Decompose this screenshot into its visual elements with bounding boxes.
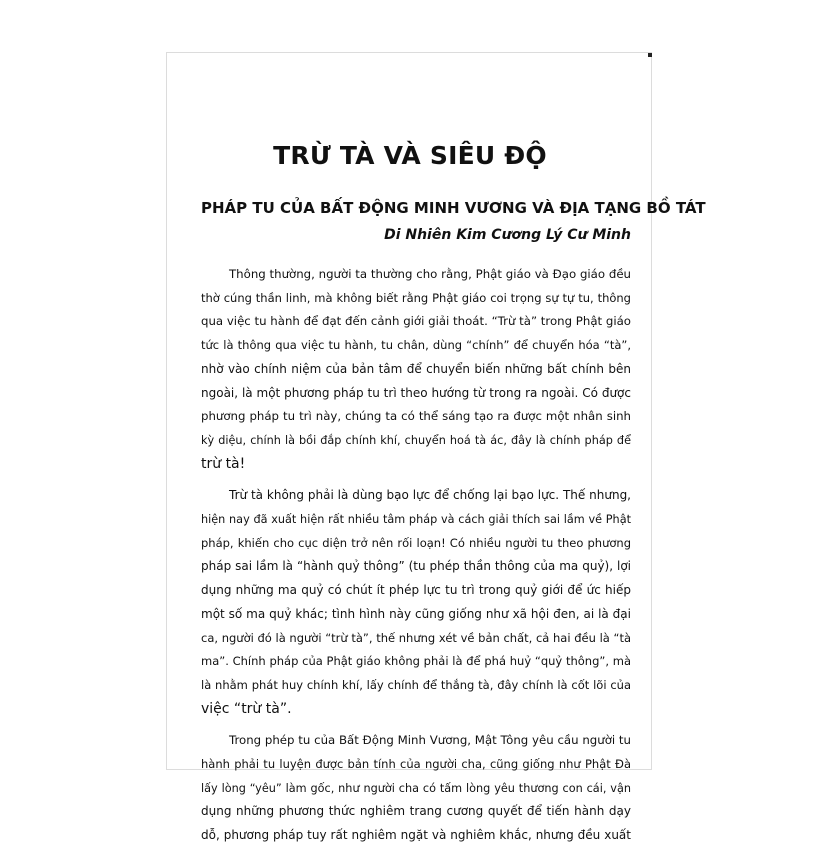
text-line: ca, người đó là người “trừ tà”, thế nhưng xét về bản chất, cả hai đều là “tà — [201, 630, 631, 645]
paragraph — [201, 484, 631, 721]
text-line: hiện nay đã xuất hiện rất nhiều tâm pháp và cách giải thích sai lầm về Phật — [201, 513, 631, 527]
page-subtitle: PHÁP TU CỦA BẤT ĐỘNG MINH VƯƠNG VÀ ĐỊA TẠNG BỒ TÁT — [201, 199, 706, 217]
text-line: qua việc tu hành để đạt đến cảnh giới giải thoát. “Trừ tà” trong Phật giáo — [201, 314, 631, 329]
author-name: Di Nhiên Kim Cương Lý Cư Minh — [384, 227, 631, 243]
text-line: Trong phép tu của Bất Động Minh Vương, Mật Tông yêu cầu người tu — [229, 733, 631, 748]
text-line: tức là thông qua việc tu hành, tu chân, dùng “chính” để chuyển hóa “tà”, — [201, 338, 631, 353]
page-title: TRỪ TÀ VÀ SIÊU ĐỘ — [273, 141, 547, 170]
text-line: ngoài, là một phương pháp tu trì theo hướng từ trong ra ngoài. Có được — [201, 385, 631, 400]
text-line: trừ tà! — [201, 455, 246, 472]
body-text — [201, 263, 631, 856]
book-page — [166, 52, 706, 843]
text-line: kỳ diệu, chính là bồi đắp chính khí, chuyển hoá tà ác, đây là chính pháp để — [201, 433, 631, 447]
text-line: lấy lòng “yêu” làm gốc, như người cha có tấm lòng yêu thương con cái, vận — [201, 781, 631, 795]
text-line: một số ma quỷ khác; tình hình này cũng giống như xã hội đen, ai là đại — [201, 606, 631, 621]
text-line: nhờ vào chính niệm của bản tâm để chuyển biến những bất chính bên — [201, 361, 631, 376]
text-line: hành phải tu luyện được bản tính của người cha, cũng giống như Phật Đà — [201, 757, 631, 772]
paragraph — [201, 729, 631, 848]
text-line: Trừ tà không phải là dùng bạo lực để chống lại bạo lực. Thế nhưng, — [229, 488, 631, 503]
text-line: pháp, khiến cho cục diện trở nên rối loạn! Có nhiều người tu theo phương — [201, 535, 631, 550]
text-line: dụng những ma quỷ có chút ít phép lực tu trì trong quỷ giới để ức hiếp — [201, 583, 631, 598]
paragraph — [201, 263, 631, 476]
text-line: pháp sai lầm là “hành quỷ thông” (tu phép thần thông của ma quỷ), lợi — [201, 559, 631, 574]
page-edge-mark — [648, 53, 652, 57]
text-line: Thông thường, người ta thường cho rằng, Phật giáo và Đạo giáo đều — [229, 267, 631, 281]
text-line: thờ cúng thần linh, mà không biết rằng Phật giáo coi trọng sự tự tu, thông — [201, 290, 631, 305]
text-line: là nhằm phát huy chính khí, lấy chính để thắng tà, đây chính là cốt lõi của — [201, 677, 631, 692]
text-line: phương pháp tu trì này, chúng ta có thể sáng tạo ra được một nhân sinh — [201, 409, 631, 424]
text-line: ma”. Chính pháp của Phật giáo không phải là để phá huỷ “quỷ thông”, mà — [201, 654, 631, 669]
text-line: dụng những phương thức nghiêm trang cương quyết để tiến hành dạy — [201, 804, 631, 819]
text-line: việc “trừ tà”. — [201, 700, 292, 717]
text-line: dỗ, phương pháp tuy rất nghiêm ngặt và nghiêm khắc, nhưng đều xuất — [201, 828, 631, 843]
